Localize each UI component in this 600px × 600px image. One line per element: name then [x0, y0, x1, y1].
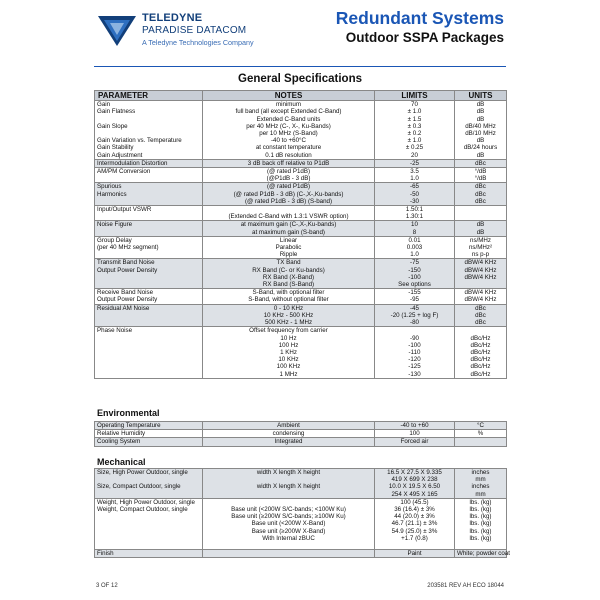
limits-line: -20 (1.25 + log F) [390, 311, 439, 319]
notes-line: Base unit (<200W S/C-bands; <100W Ku) [231, 506, 346, 514]
cell-notes [203, 101, 375, 160]
cell-param [95, 422, 203, 430]
teledyne-logo [96, 12, 296, 52]
limits-line: -40 to +60 [400, 422, 429, 429]
spec-row [95, 304, 507, 327]
notes-line: at maximum gain (S-band) [252, 228, 325, 236]
units-line: dBc [475, 304, 486, 312]
notes-line [205, 491, 372, 498]
logo-line-3: A Teledyne Technologies Company [142, 38, 254, 47]
units-line: inches [471, 483, 490, 491]
limits-line: 20 [411, 151, 418, 159]
units-line: lbs. (kg) [469, 520, 492, 528]
cell-units [455, 159, 507, 167]
spec-row [95, 289, 507, 304]
limits-line: -50 [410, 190, 419, 198]
param-line: Gain Adjustment [97, 151, 143, 159]
units-line [457, 438, 504, 445]
limits-line: -130 [408, 370, 421, 378]
units-line: °/dB [474, 168, 487, 176]
notes-line: TX Band [276, 259, 301, 267]
notes-line: (Extended C-Band with 1.3:1 VSWR option) [228, 213, 349, 221]
cell-units [455, 422, 507, 430]
notes-line [205, 499, 372, 506]
notes-line: 1 KHz [280, 348, 297, 356]
limits-line: -120 [408, 356, 421, 364]
environmental-table [94, 421, 507, 447]
units-line: dBc [475, 183, 486, 191]
param-line: Input/Output VSWR [97, 206, 152, 214]
units-line: dB [476, 101, 485, 109]
cell-units [455, 469, 507, 499]
limits-line: -45 [410, 304, 419, 312]
param-line [97, 476, 200, 483]
cell-limits [375, 183, 455, 206]
cell-units [455, 498, 507, 549]
limits-line: -100 [408, 273, 421, 281]
cell-notes [203, 236, 375, 259]
limits-line: ± 1.0 [407, 108, 422, 116]
cell-notes [203, 168, 375, 183]
param-line [97, 520, 200, 527]
cell-notes [203, 327, 375, 378]
table-header-row [95, 91, 507, 101]
units-line: % [477, 430, 484, 438]
param-line [97, 130, 200, 137]
notes-line: 100 KHz [276, 363, 301, 371]
units-line: dBc/Hz [470, 348, 491, 356]
col-header-notes: NOTES [203, 91, 375, 101]
notes-line: per 40 MHz (C-, X-, Ku-Bands) [246, 122, 331, 130]
param-line: Weight, High Power Outdoor, single [97, 498, 195, 506]
units-line [457, 542, 504, 549]
units-line: dBW/4 KHz [464, 289, 497, 297]
limits-line: 8 [412, 228, 417, 236]
param-line: Cooling System [97, 438, 141, 446]
units-line: dBc/Hz [470, 363, 491, 371]
param-line: Gain Slope [97, 122, 128, 130]
units-line: dB/24 hours [463, 144, 498, 152]
param-line [97, 528, 200, 535]
limits-line [377, 542, 452, 549]
mechanical-table [94, 468, 510, 558]
cell-limits [375, 438, 455, 446]
logo-line-2: PARADISE DATACOM [142, 25, 247, 36]
notes-line: 10 KHz [278, 356, 299, 364]
notes-line: Ambient [277, 422, 300, 429]
units-line: lbs. (kg) [469, 506, 492, 514]
notes-line: at maximum gain (C-,X-,Ku-bands) [240, 221, 337, 229]
cell-param [95, 469, 203, 499]
cell-param [95, 259, 203, 289]
notes-line: full band (all except Extended C-Band) [235, 108, 342, 116]
param-line: Gain Variation vs. Temperature [97, 137, 182, 145]
param-line: Group Delay [97, 236, 132, 244]
param-line: Output Power Density [97, 296, 158, 304]
cell-limits [375, 259, 455, 289]
cell-param [95, 498, 203, 549]
mechanical-heading: Mechanical [97, 457, 146, 467]
notes-line [205, 206, 372, 213]
col-header-limits: LIMITS [375, 91, 455, 101]
limits-line: Paint [407, 550, 422, 558]
limits-line: 10.0 X 19.5 X 6.50 [388, 483, 441, 491]
limits-line: 100 [409, 430, 420, 438]
limits-line [377, 327, 452, 334]
notes-line: 0 - 10 KHz [273, 304, 304, 312]
units-line [457, 327, 504, 334]
environmental-heading: Environmental [97, 408, 160, 418]
units-line: ns p-p [471, 251, 490, 259]
param-line: Relative Humidity [97, 430, 146, 438]
spec-row [95, 183, 507, 206]
cell-notes [203, 159, 375, 167]
units-line: dBc [475, 190, 486, 198]
notes-line: Linear [279, 236, 298, 244]
units-line: °/dB [474, 175, 487, 183]
logo-line-1: TELEDYNE [142, 12, 203, 24]
notes-line: (@ rated P1dB) [266, 183, 311, 191]
limits-line: -150 [408, 266, 421, 274]
general-specs-table [94, 90, 507, 379]
units-line: dBc/Hz [470, 370, 491, 378]
param-line: Weight, Compact Outdoor, single [97, 506, 188, 514]
notes-line: (@ rated P1dB) [266, 168, 311, 176]
limits-line: See options [398, 281, 431, 289]
param-line: Gain Stability [97, 144, 134, 152]
spec-row [95, 550, 507, 558]
notes-line: RX Band (S-Band) [262, 281, 315, 289]
limits-line: +1.7 (0.8) [401, 534, 428, 542]
notes-line: Parabolic [275, 244, 302, 252]
col-header-units: UNITS [455, 91, 507, 101]
cell-limits [375, 498, 455, 549]
cell-limits [375, 422, 455, 430]
limits-line: 0.01 [408, 236, 421, 244]
notes-line: RX Band (C- or Ku-bands) [252, 266, 325, 274]
param-line [97, 491, 200, 498]
param-line: Residual AM Noise [97, 304, 150, 312]
param-line: Phase Noise [97, 327, 133, 335]
cell-limits [375, 289, 455, 304]
param-line: Harmonics [97, 190, 127, 198]
units-line [457, 281, 504, 288]
cell-param [95, 289, 203, 304]
spec-row [95, 430, 507, 438]
cell-limits [375, 236, 455, 259]
notes-line: width X length X height [256, 469, 321, 476]
cell-limits [375, 168, 455, 183]
limits-line: -90 [410, 334, 419, 342]
notes-line: S-Band, with optional filter [252, 289, 325, 297]
param-line: Receive Band Noise [97, 289, 154, 297]
units-line: lbs. (kg) [469, 527, 492, 535]
cell-limits [375, 550, 455, 558]
cell-param [95, 438, 203, 446]
spec-row [95, 206, 507, 221]
param-line [97, 535, 200, 542]
units-line: dB [476, 228, 485, 236]
limits-line: ± 0.25 [405, 144, 424, 152]
cell-limits [375, 221, 455, 236]
cell-notes [203, 259, 375, 289]
units-line: dB [476, 108, 485, 116]
cell-units [455, 438, 507, 446]
limits-line: -80 [410, 319, 419, 327]
cell-units [455, 183, 507, 206]
param-line: Spurious [97, 183, 122, 191]
param-line: Noise Figure [97, 221, 133, 229]
cell-notes [203, 289, 375, 304]
notes-line: 100 Hz [278, 341, 299, 349]
limits-line: 1.50:1 [405, 206, 424, 214]
cell-param [95, 168, 203, 183]
limits-line: -30 [410, 197, 419, 205]
cell-notes [203, 550, 375, 558]
limits-line: -95 [410, 296, 419, 304]
cell-param [95, 327, 203, 378]
cell-units [455, 304, 507, 327]
notes-line: 0.1 dB resolution [265, 151, 312, 159]
cell-param [95, 221, 203, 236]
units-line: dBc [475, 319, 486, 327]
notes-line: (@ rated P1dB - 3 dB) (S-band) [244, 197, 333, 205]
cell-units [455, 550, 510, 558]
limits-line: ± 0.3 [407, 122, 422, 130]
cell-units [455, 289, 507, 304]
notes-line: minimum [275, 101, 302, 109]
cell-param [95, 430, 203, 438]
cell-notes [203, 221, 375, 236]
spec-row [95, 498, 507, 549]
units-line: dBc/Hz [470, 334, 491, 342]
spec-row [95, 159, 507, 167]
units-line: dBW/4 KHz [464, 273, 497, 281]
document-number: 203581 REV AH ECO 18044 [427, 583, 504, 589]
units-line: ns/MHz² [468, 244, 493, 252]
cell-notes [203, 498, 375, 549]
units-line: dB [476, 137, 485, 145]
spec-row [95, 469, 507, 499]
units-line: dBW/4 KHz [464, 296, 497, 304]
limits-line: -125 [408, 363, 421, 371]
limits-line: ± 1.5 [407, 115, 422, 123]
units-line: dB/40 MHz [465, 122, 496, 130]
notes-line: 10 KHz - 500 KHz [263, 311, 314, 319]
limits-line: 0.003 [406, 244, 423, 252]
limits-line: 16.5 X 27.5 X 9.335 [387, 469, 442, 476]
limits-line: -65 [410, 183, 419, 191]
limits-line: ± 1.0 [407, 137, 422, 145]
units-line: lbs. (kg) [469, 498, 492, 506]
limits-line: -25 [410, 159, 419, 167]
limits-line: -110 [408, 348, 421, 356]
units-line: dB [476, 221, 485, 229]
param-line: Finish [97, 550, 114, 558]
cell-notes [203, 304, 375, 327]
notes-line: Integrated [274, 438, 303, 446]
notes-line: 10 Hz [280, 334, 297, 342]
cell-notes [203, 430, 375, 438]
param-line: (per 40 MHz segment) [97, 244, 159, 252]
param-line: Size, Compact Outdoor, single [97, 483, 181, 491]
notes-line: Base unit (≥200W X-Band) [251, 527, 326, 535]
general-specs-heading: General Specifications [238, 73, 362, 85]
spec-row [95, 168, 507, 183]
cell-notes [203, 422, 375, 430]
cell-units [455, 327, 507, 378]
spec-row [95, 438, 507, 446]
units-line: dBW/4 KHz [464, 259, 497, 267]
notes-line: per 10 MHz (S-Band) [259, 130, 318, 138]
notes-line: Ripple [279, 251, 298, 259]
param-line [97, 513, 200, 520]
limits-line: -100 [408, 341, 421, 349]
page-number: 3 OF 12 [96, 583, 118, 589]
param-line: Size, High Power Outdoor, single [97, 469, 188, 476]
cell-param [95, 304, 203, 327]
param-line: Gain [97, 101, 111, 109]
notes-line [205, 542, 372, 549]
cell-limits [375, 304, 455, 327]
limits-line: Forced air [400, 438, 429, 446]
units-line: White; powder coat [457, 550, 510, 558]
notes-line: condensing [272, 430, 305, 438]
cell-param [95, 159, 203, 167]
cell-limits [375, 327, 455, 378]
limits-line: 100 (45.5) [400, 498, 429, 506]
cell-param [95, 101, 203, 160]
limits-line: 36 (16.4) ± 3% [394, 506, 435, 514]
cell-param [95, 550, 203, 558]
notes-line: 1 MHz [279, 370, 298, 378]
limits-line: 254 X 495 X 165 [391, 490, 438, 498]
notes-line [205, 476, 372, 483]
units-line: dBc/Hz [470, 341, 491, 349]
param-line: Operating Temperature [97, 422, 161, 429]
units-line: dBW/4 KHz [464, 266, 497, 274]
notes-line: -40 to +60°C [271, 137, 306, 145]
limits-line: 70 [411, 101, 418, 109]
spec-row [95, 236, 507, 259]
param-line: Output Power Density [97, 266, 158, 274]
limits-line: 3.5 [410, 168, 419, 176]
limits-line: ± 0.2 [407, 130, 422, 138]
units-line: dB [476, 151, 485, 159]
limits-line: -155 [408, 289, 421, 297]
cell-limits [375, 469, 455, 499]
cell-notes [203, 438, 375, 446]
units-line: mm [475, 476, 486, 484]
units-line: dB/10 MHz [465, 130, 496, 138]
units-line: ns/MHz [470, 236, 491, 244]
units-line: mm [475, 490, 486, 498]
spec-row [95, 101, 507, 160]
cell-limits [375, 159, 455, 167]
cell-limits [375, 206, 455, 221]
notes-line: (@ rated P1dB - 3 dB) (C-,X-,Ku-bands) [233, 190, 344, 198]
notes-line: 3 dB back off relative to P1dB [247, 159, 330, 167]
notes-line: S-Band, without optional filter [248, 296, 329, 304]
cell-units [455, 430, 507, 438]
param-line [97, 116, 200, 123]
limits-line: -75 [410, 259, 419, 267]
param-line: Transmit Band Noise [97, 259, 155, 267]
cell-notes [203, 469, 375, 499]
cell-units [455, 236, 507, 259]
cell-units [455, 206, 507, 221]
units-line: dBc/Hz [470, 356, 491, 364]
notes-line: width X length X height [256, 483, 321, 491]
teledyne-logo-icon [96, 14, 138, 48]
notes-line: Base unit (≥200W S/C-bands; ≥100W Ku) [231, 513, 346, 521]
notes-line: Extended C-Band units [256, 115, 321, 123]
units-line [457, 213, 504, 220]
notes-line: RX Band (X-Band) [262, 273, 315, 281]
cell-units [455, 259, 507, 289]
notes-line: 500 KHz - 1 MHz [264, 319, 313, 327]
units-line: dB [476, 115, 485, 123]
units-line: inches [471, 469, 490, 476]
page-title: Redundant Systems [335, 8, 504, 28]
notes-line: With Internal zBUC [262, 534, 315, 542]
cell-units [455, 168, 507, 183]
units-line: dBc [475, 197, 486, 205]
units-line: °C [477, 422, 484, 429]
page-subtitle: Outdoor SSPA Packages [345, 30, 504, 45]
notes-line: (@P1dB - 3 dB) [266, 175, 311, 183]
limits-line: 419 X 699 X 238 [391, 476, 438, 484]
notes-line: Base unit (<200W X-Band) [251, 520, 326, 528]
param-line [97, 542, 200, 549]
units-line: lbs. (kg) [469, 513, 492, 521]
param-line: Intermodulation Distortion [97, 159, 168, 167]
limits-line: 46.7 (21.1) ± 3% [391, 520, 438, 528]
limits-line: 44 (20.0) ± 3% [394, 513, 435, 521]
cell-limits [375, 430, 455, 438]
cell-notes [203, 183, 375, 206]
spec-row [95, 422, 507, 430]
limits-line: 1.0 [410, 175, 419, 183]
param-line: AM/PM Conversion [97, 168, 151, 176]
limits-line: 1.0 [410, 251, 419, 259]
cell-notes [203, 206, 375, 221]
units-line: dBc [475, 311, 486, 319]
cell-limits [375, 101, 455, 160]
header-divider [94, 66, 506, 67]
cell-param [95, 236, 203, 259]
limits-line: 1.30:1 [405, 213, 424, 221]
notes-line [205, 550, 372, 557]
limits-line: 10 [411, 221, 418, 229]
notes-line: Offset frequency from carrier [249, 327, 328, 335]
cell-units [455, 221, 507, 236]
param-line: Gain Flatness [97, 108, 136, 116]
notes-line: at constant temperature [255, 144, 322, 152]
cell-units [455, 101, 507, 160]
cell-param [95, 183, 203, 206]
limits-line: 54.9 (25.0) ± 3% [391, 527, 438, 535]
spec-row [95, 327, 507, 378]
units-line: lbs. (kg) [469, 534, 492, 542]
units-line: dBc [475, 159, 486, 167]
spec-row [95, 221, 507, 236]
cell-param [95, 206, 203, 221]
units-line [457, 206, 504, 213]
col-header-parameter: PARAMETER [95, 91, 203, 101]
spec-row [95, 259, 507, 289]
